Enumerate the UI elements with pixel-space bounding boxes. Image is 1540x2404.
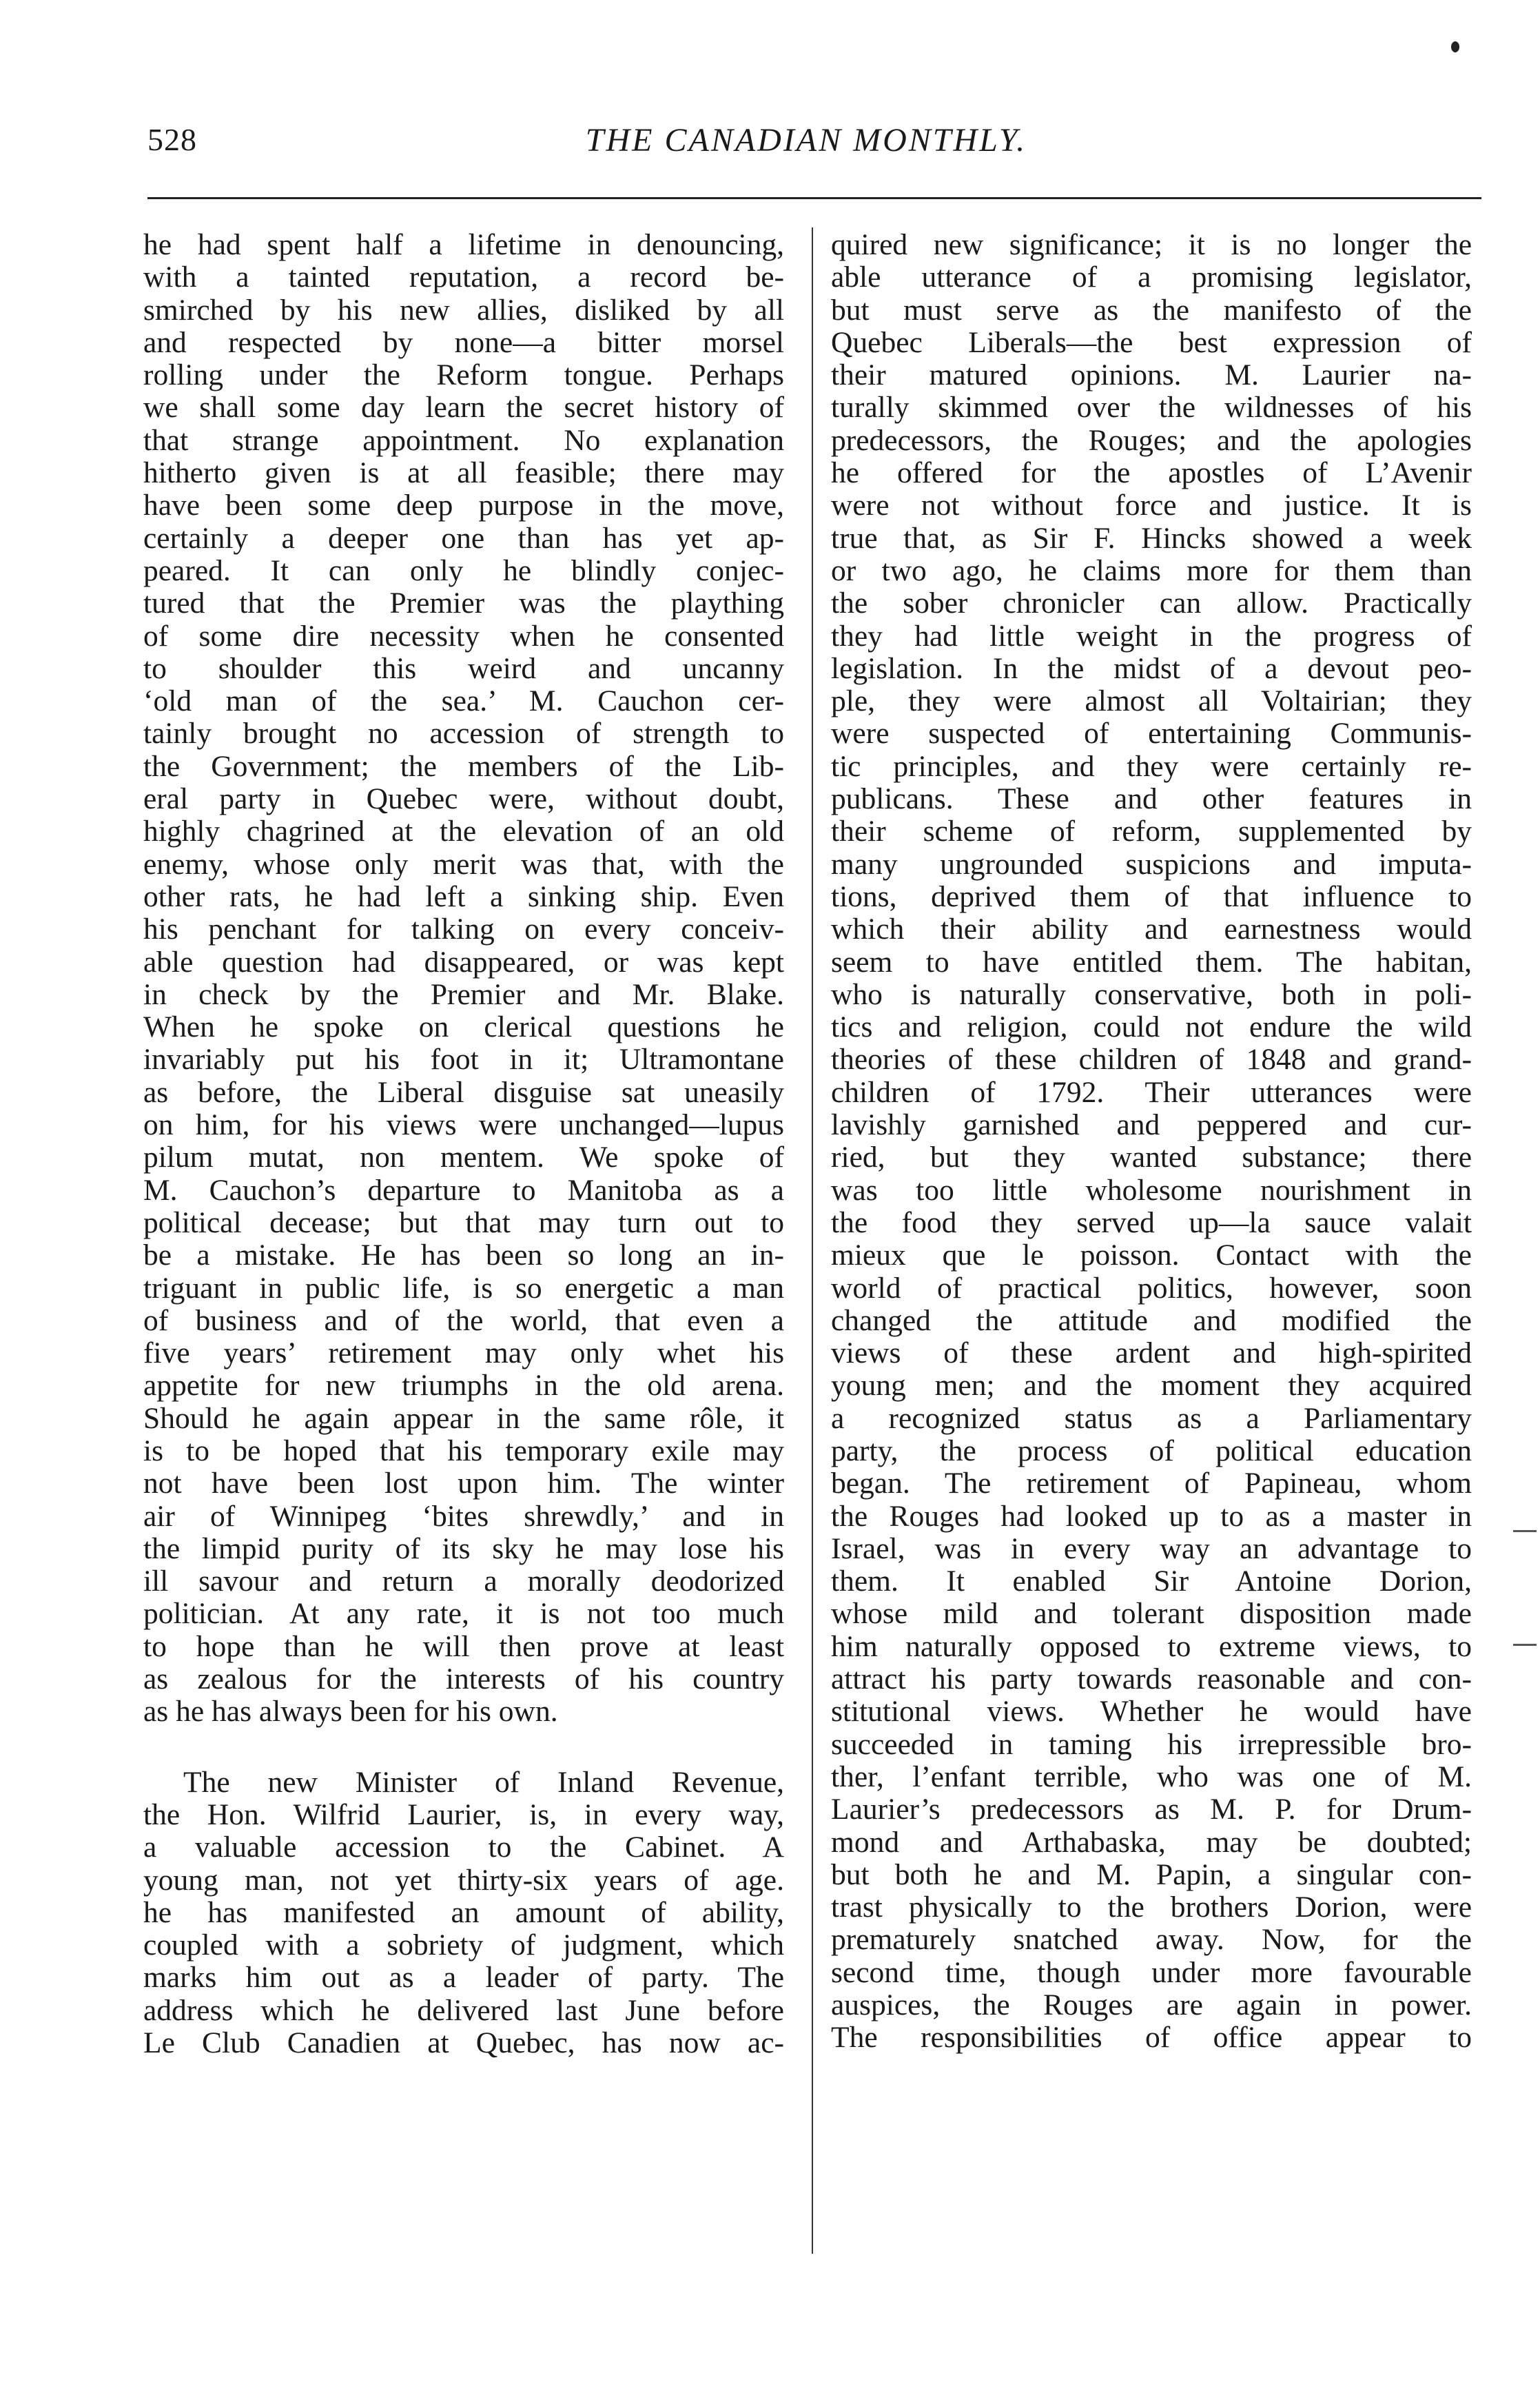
- text-line: The responsibilities of office appear to: [831, 2021, 1472, 2055]
- text-line: political decease; but that may turn out to: [143, 1205, 784, 1239]
- text-line: peared. It can only he blindly conjec-: [143, 553, 784, 587]
- text-line: stitutional views. Whether he would have: [831, 1695, 1472, 1729]
- text-line: Laurier’s predecessors as M. P. for Drum-: [831, 1793, 1472, 1826]
- text-line: but must serve as the manifesto of the: [831, 293, 1472, 327]
- running-title: THE CANADIAN MONTHLY.: [585, 122, 1027, 159]
- text-line: he had spent half a lifetime in denouncing,: [143, 228, 784, 261]
- text-line: be a mistake. He has been so long an in-: [143, 1239, 784, 1272]
- text-line: predecessors, the Rouges; and the apologies: [831, 423, 1472, 457]
- text-line: tics and religion, could not endure the wild: [831, 1010, 1472, 1044]
- text-line: mieux que le poisson. Contact with the: [831, 1239, 1472, 1272]
- text-line: theories of these children of 1848 and grand-: [831, 1043, 1472, 1077]
- text-line: young man, not yet thirty-six years of age.: [143, 1863, 784, 1897]
- text-line: children of 1792. Their utterances were: [831, 1075, 1472, 1109]
- text-line: smirched by his new allies, disliked by all: [143, 293, 784, 327]
- text-line: he offered for the apostles of L’Avenir: [831, 456, 1472, 490]
- text-line: we shall some day learn the secret history of: [143, 391, 784, 425]
- text-line: second time, though under more favourable: [831, 1955, 1472, 1989]
- text-line: turally skimmed over the wildnesses of his: [831, 391, 1472, 425]
- text-line: the limpid purity of its sky he may lose his: [143, 1531, 784, 1565]
- text-line: eral party in Quebec were, without doubt,: [143, 782, 784, 816]
- text-line: young men; and the moment they acquired: [831, 1369, 1472, 1403]
- text-line: which their ability and earnestness would: [831, 913, 1472, 946]
- text-line: whose mild and tolerant disposition made: [831, 1597, 1472, 1631]
- text-line: Should he again appear in the same rôle, it: [143, 1401, 784, 1435]
- text-line: in check by the Premier and Mr. Blake.: [143, 977, 784, 1011]
- text-line: to hope than he will then prove at least: [143, 1629, 784, 1663]
- text-line: seem to have entitled them. The habitan,: [831, 945, 1472, 979]
- text-line: a recognized status as a Parliamentary: [831, 1401, 1472, 1435]
- text-line: the sober chronicler can allow. Practically: [831, 587, 1472, 620]
- text-line: views of these ardent and high-spirited: [831, 1336, 1472, 1370]
- text-line: appetite for new triumphs in the old arena.: [143, 1369, 784, 1403]
- text-line: they had little weight in the progress of: [831, 619, 1472, 653]
- text-line: tainly brought no accession of strength to: [143, 717, 784, 751]
- text-line: ther, l’enfant terrible, who was one of M.: [831, 1760, 1472, 1793]
- text-line: true that, as Sir F. Hincks showed a week: [831, 521, 1472, 555]
- text-line: on him, for his views were unchanged—lupus: [143, 1108, 784, 1142]
- text-line: who is naturally conservative, both in poli-: [831, 977, 1472, 1011]
- text-line: changed the attitude and modified the: [831, 1303, 1472, 1337]
- text-line: to shoulder this weird and uncanny: [143, 651, 784, 685]
- text-line: a valuable accession to the Cabinet. A: [143, 1831, 784, 1864]
- text-line: able utterance of a promising legislator,: [831, 261, 1472, 294]
- text-line: were not without force and justice. It is: [831, 489, 1472, 522]
- text-line: politician. At any rate, it is not too much: [143, 1597, 784, 1631]
- paragraph-gap: [143, 1729, 784, 1766]
- text-line: tic principles, and they were certainly re-: [831, 749, 1472, 783]
- text-line: have been some deep purpose in the move,: [143, 489, 784, 522]
- text-line: able question had disappeared, or was kept: [143, 945, 784, 979]
- text-line: Le Club Canadien at Quebec, has now ac-: [143, 2026, 784, 2060]
- text-line: but both he and M. Papin, a singular con-: [831, 1857, 1472, 1891]
- text-line: many ungrounded suspicions and imputa-: [831, 847, 1472, 881]
- text-line: Israel, was in every way an advantage to: [831, 1531, 1472, 1565]
- text-line: marks him out as a leader of party. The: [143, 1961, 784, 1995]
- text-line: them. It enabled Sir Antoine Dorion,: [831, 1565, 1472, 1598]
- text-line: five years’ retirement may only whet his: [143, 1336, 784, 1370]
- text-line: were suspected of entertaining Communis-: [831, 717, 1472, 751]
- text-line: Quebec Liberals—the best expression of: [831, 325, 1472, 359]
- text-line: his penchant for talking on every conceiv-: [143, 913, 784, 946]
- text-line: the Rouges had looked up to as a master in: [831, 1499, 1472, 1533]
- text-line: ‘old man of the sea.’ M. Cauchon cer-: [143, 684, 784, 718]
- text-line: or two ago, he claims more for them than: [831, 553, 1472, 587]
- text-line: and respected by none—a bitter morsel: [143, 325, 784, 359]
- text-line: he has manifested an amount of ability,: [143, 1895, 784, 1929]
- text-line: as zealous for the interests of his country: [143, 1662, 784, 1696]
- text-line: mond and Arthabaska, may be doubted;: [831, 1825, 1472, 1859]
- text-line: not have been lost upon him. The winter: [143, 1467, 784, 1500]
- text-line: trast physically to the brothers Dorion, were: [831, 1891, 1472, 1924]
- header-rule: [147, 197, 1481, 199]
- text-line: highly chagrined at the elevation of an old: [143, 815, 784, 848]
- page-number: 528: [147, 122, 197, 157]
- text-line: auspices, the Rouges are again in power.: [831, 1988, 1472, 2022]
- text-line: pilum mutat, non mentem. We spoke of: [143, 1141, 784, 1174]
- text-line: rolling under the Reform tongue. Perhaps: [143, 358, 784, 392]
- text-line: was too little wholesome nourishment in: [831, 1173, 1472, 1207]
- text-line: the Hon. Wilfrid Laurier, is, in every way,: [143, 1797, 784, 1831]
- text-line: that strange appointment. No explanation: [143, 423, 784, 457]
- text-line: hitherto given is at all feasible; there may: [143, 456, 784, 490]
- text-line: tured that the Premier was the plaything: [143, 587, 784, 620]
- text-line: publicans. These and other features in: [831, 782, 1472, 816]
- text-line: party, the process of political education: [831, 1434, 1472, 1467]
- text-line: the Government; the members of the Lib-: [143, 749, 784, 783]
- text-line: triguant in public life, is so energetic a man: [143, 1271, 784, 1305]
- text-line: tions, deprived them of that influence to: [831, 879, 1472, 913]
- text-line: the food they served up—la sauce valait: [831, 1205, 1472, 1239]
- text-line: other rats, he had left a sinking ship. Even: [143, 879, 784, 913]
- text-line: The new Minister of Inland Revenue,: [183, 1765, 784, 1799]
- text-line: address which he delivered last June before: [143, 1993, 784, 2027]
- text-line: ried, but they wanted substance; there: [831, 1141, 1472, 1174]
- text-line: quired new significance; it is no longer the: [831, 228, 1472, 261]
- text-line: began. The retirement of Papineau, whom: [831, 1467, 1472, 1500]
- text-line: ple, they were almost all Voltairian; they: [831, 684, 1472, 718]
- edge-mark: [1513, 1644, 1537, 1646]
- text-line: as he has always been for his own.: [143, 1695, 558, 1729]
- right-column: [831, 229, 1472, 2055]
- text-line: their matured opinions. M. Laurier na-: [831, 358, 1472, 392]
- printer-mark: [1451, 41, 1459, 52]
- column-divider: [812, 227, 813, 2254]
- text-line: as before, the Liberal disguise sat uneasily: [143, 1075, 784, 1109]
- text-line: prematurely snatched away. Now, for the: [831, 1923, 1472, 1957]
- text-line: M. Cauchon’s departure to Manitoba as a: [143, 1173, 784, 1207]
- left-column: [143, 229, 784, 2059]
- text-line: is to be hoped that his temporary exile may: [143, 1434, 784, 1467]
- text-line: world of practical politics, however, soon: [831, 1271, 1472, 1305]
- text-line: When he spoke on clerical questions he: [143, 1010, 784, 1044]
- text-line: certainly a deeper one than has yet ap-: [143, 521, 784, 555]
- text-line: him naturally opposed to extreme views, to: [831, 1629, 1472, 1663]
- text-line: legislation. In the midst of a devout peo-: [831, 651, 1472, 685]
- text-line: air of Winnipeg ‘bites shrewdly,’ and in: [143, 1499, 784, 1533]
- edge-mark: [1513, 1530, 1537, 1532]
- text-line: lavishly garnished and peppered and cur-: [831, 1108, 1472, 1142]
- text-line: enemy, whose only merit was that, with the: [143, 847, 784, 881]
- text-line: with a tainted reputation, a record be-: [143, 261, 784, 294]
- text-line: coupled with a sobriety of judgment, which: [143, 1928, 784, 1962]
- text-line: succeeded in taming his irrepressible bro-: [831, 1727, 1472, 1761]
- text-line: ill savour and return a morally deodorized: [143, 1565, 784, 1598]
- text-line: attract his party towards reasonable and con-: [831, 1662, 1472, 1696]
- text-line: of business and of the world, that even a: [143, 1303, 784, 1337]
- text-line: their scheme of reform, supplemented by: [831, 815, 1472, 848]
- text-line: of some dire necessity when he consented: [143, 619, 784, 653]
- text-line: invariably put his foot in it; Ultramontane: [143, 1043, 784, 1077]
